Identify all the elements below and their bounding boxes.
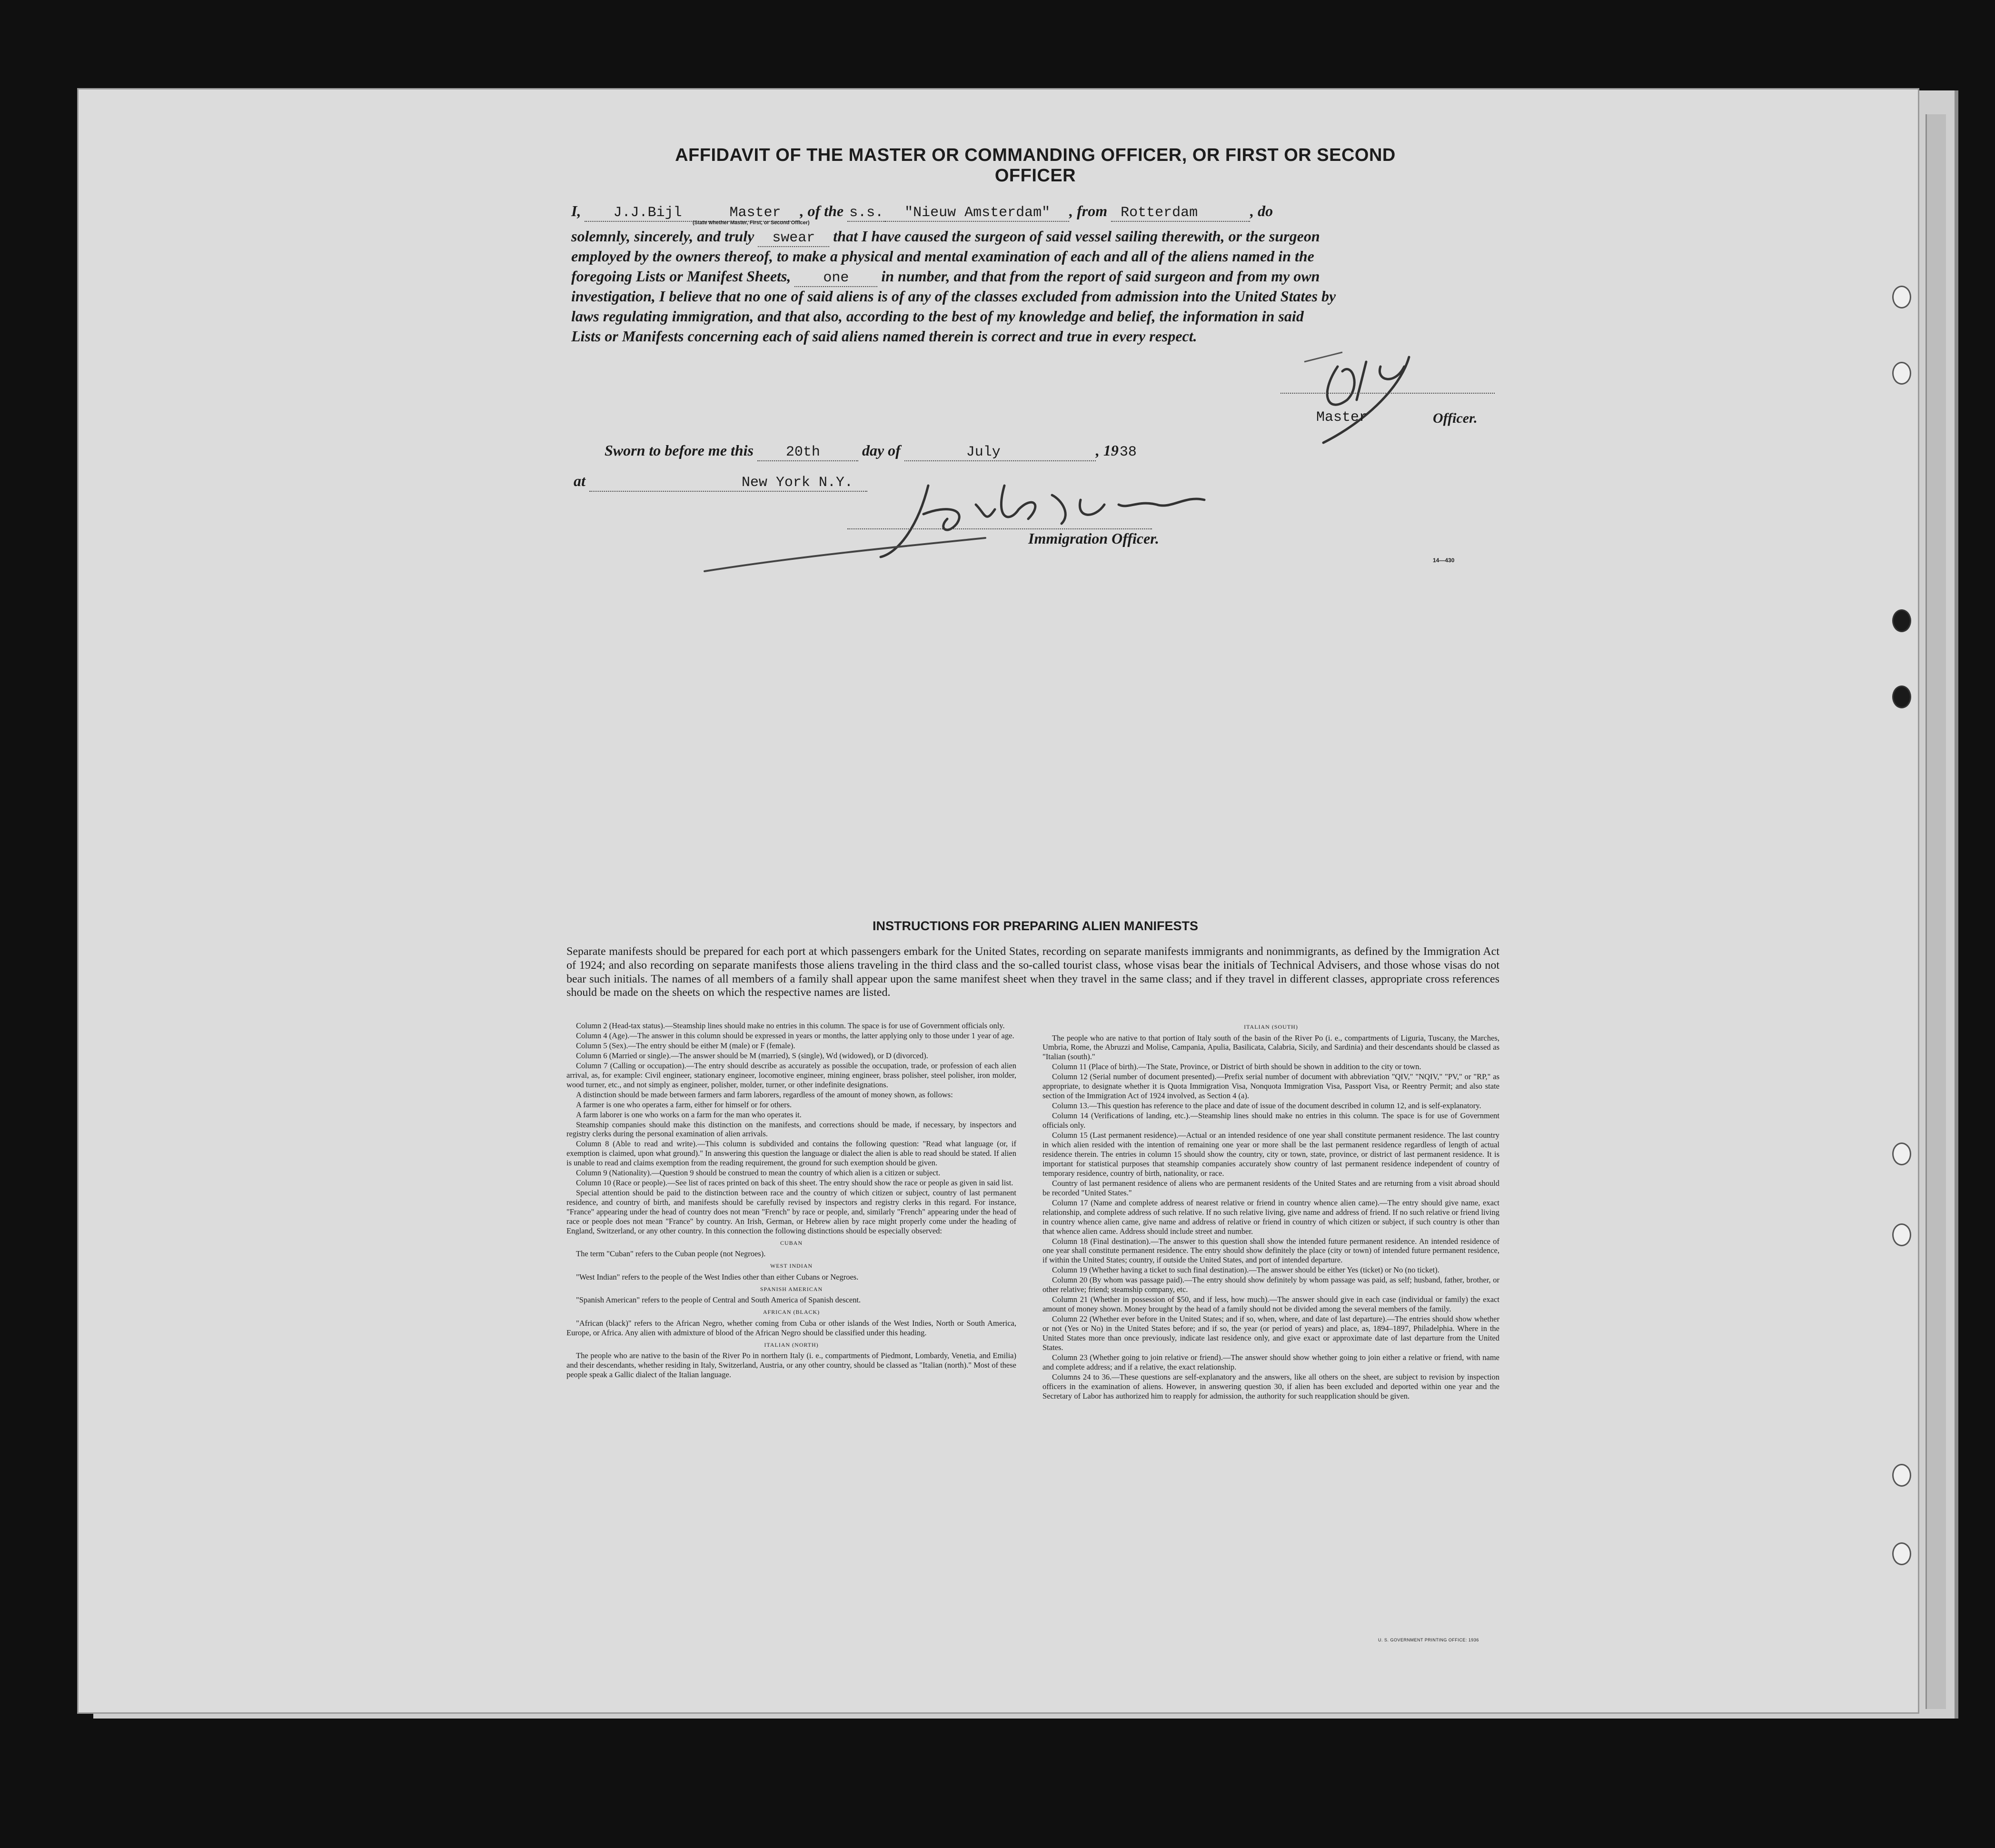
binder-hole [1892, 362, 1911, 385]
instruction-paragraph: Column 21 (Whether in possession of $50, and if less, how much).—The answer should give in each case (individual or family) the exact amount of money shown. Money brought by the head of a family should not be divided among the several members of the family. [1042, 1295, 1499, 1314]
italian-north-heading: ITALIAN (NORTH) [764, 1341, 819, 1348]
port-name: Rotterdam [1111, 205, 1250, 222]
affidavit-title: AFFIDAVIT OF THE MASTER OR COMMANDING OFFICER, OR FIRST OR SECOND OFFICER [675, 145, 1396, 186]
affidavit-line-6: laws regulating immigration, and that also, according to the best of my knowledge and belief, the information in said [571, 308, 1304, 325]
rank-value: Master [710, 205, 800, 222]
instruction-paragraph: The people who are native to that portion of Italy south of the basin of the River Po (i. e., compartments of Liguria, Tuscany, the Marches, Umbria, Rome, the Abruzzi and Molise, Campania, Apulia, Basilicata, Calabria, Sicily, and Sardinia) and their descendants should be classed as "Italian (south)." [1042, 1033, 1499, 1062]
instruction-paragraph: Special attention should be paid to the distinction between race and the country of which citizen or subject, country of last permanent residence, and country of birth, and manifests should be carefully revised by inspectors and registry clerks in this regard. For instance, "France" appearing under the head of country does not mean "French" by race or people, and, similarly "French" appearing under the head of race or people does not mean "France" by country. An Irish, German, or Hebrew alien by race might properly come under the heading of England, Switzerland, or any other country. In this connection the following distinctions should be especially observed: [566, 1188, 1016, 1236]
instructions-intro: Separate manifests should be prepared for each port at which passengers embark for the United States, recording on separate manifests immigrants and nonimmigrants, as defined by the Immigration Act of 1924; and also recording on separate manifests those aliens traveling in the third class and the so-called tourist class, whose visas bear the initials of Technical Advisers, and those whose visas do not bear such initials. The names of all members of a family shall appear upon the same manifest sheet when they travel in the same class; and if they travel in different classes, appropriate cross references should be made on the sheets on which the respective names are listed. [566, 945, 1499, 999]
instruction-paragraph: Column 22 (Whether ever before in the United States; and if so, when, where, and date of last departure).—The entries should show whether or not (Yes or No) in the United States before; and if so, the year (or period of years) and place, as, 1894–1897, Philadelphia. Where in the United States more than once previously, indicate last residence only, and give exact or approximate date of last departure from the United States. [1042, 1314, 1499, 1352]
binder-hole [1892, 1464, 1911, 1487]
affidavit-line-5: investigation, I believe that no one of said aliens is of any of the classes excluded from admission into the United States by [571, 288, 1336, 305]
binder-hole [1892, 686, 1911, 708]
instruction-paragraph: Column 8 (Able to read and write).—This column is subdivided and contains the following question: "Read what language (or, if exemption is claimed, upon what ground)." In answering this question the language or dialect the alien is able to read should be stated. If alien is unable to read and claims exemption from the reading requirement, the ground for such exemption should be given. [566, 1139, 1016, 1168]
vessel-name: "Nieuw Amsterdam" [885, 205, 1069, 222]
affidavit-text: in number, and that from the report of said surgeon and from my own [881, 268, 1320, 285]
spanish-american-heading: SPANISH AMERICAN [760, 1285, 823, 1292]
instruction-paragraph: A farmer is one who operates a farm, either for himself or for others. [576, 1100, 792, 1109]
sworn-month: July [904, 444, 1096, 461]
binder-hole [1892, 609, 1911, 632]
instruction-paragraph: Column 23 (Whether going to join relative or friend).—The answer should show whether going to join either a relative or friend, with name and complete address; and if a relative, the exact relationship. [1042, 1352, 1499, 1371]
affidavit-text: foregoing Lists or Manifest Sheets, [571, 268, 791, 285]
sworn-day: 20th [757, 444, 858, 461]
immigration-officer-label: Immigration Officer. [1028, 530, 1159, 547]
west-indian-text: "West Indian" refers to the people of the West Indies other than either Cubans or Negroes. [576, 1272, 859, 1282]
instruction-paragraph: Column 2 (Head-tax status).—Steamship lines should make no entries in this column. The space is for use of Government officials only. [576, 1021, 1005, 1030]
officer-label: Officer. [1433, 410, 1478, 426]
instruction-paragraph: Column 15 (Last permanent residence).—Actual or an intended residence of one year shall constitute permanent residence. The last country in which alien resided with the intention of remaining one year or more shall be the last permanent residence regardless of length of actual residence therein. The entries in column 15 should show the country, city or town, state, province, or district of last permanent residence. It is important for statistical purposes that steamship companies accurately show country of last permanent residence independent of country of temporary residence, country of birth, nationality, or race. [1042, 1131, 1499, 1178]
affidavit-line-1 [571, 202, 1476, 221]
instruction-paragraph: Column 13.—This question has reference to the place and date of issue of the document described in column 12, and is self-explanatory. [1052, 1101, 1481, 1111]
instruction-paragraph: Column 14 (Verifications of landing, etc.).—Steamship lines should make no entries in this column. The space is for use of Government officials only. [1042, 1111, 1499, 1130]
sheet-count: one [794, 270, 877, 287]
affidavit-text: that I have caused the surgeon of said vessel sailing therewith, or the surgeon [833, 228, 1320, 245]
cuban-text: The term "Cuban" refers to the Cuban people (not Negroes). [576, 1249, 766, 1259]
instruction-paragraph: Steamship companies should make this distinction on the manifests, and corrections should be made, if necessary, by inspectors and registry clerks during the personal examination of alien arrivals. [566, 1120, 1016, 1139]
african-text: "African (black)" refers to the African Negro, whether coming from Cuba or other islands of the West Indies, North or South America, Europe, or Africa. Any alien with admixture of blood of the African Negro should be classified under this heading. [566, 1318, 1016, 1337]
sworn-place: New York N.Y. [589, 475, 867, 492]
affidavit-text: solemnly, sincerely, and truly [571, 228, 754, 245]
instruction-paragraph: Column 19 (Whether having a ticket to such final destination).—The answer should be either Yes (ticket) or No (no ticket). [1052, 1265, 1439, 1275]
west-indian-heading: WEST INDIAN [770, 1262, 813, 1270]
of-the-label: , of the [800, 202, 844, 219]
instruction-paragraph: Column 20 (By whom was passage paid).—The entry should show definitely by whom passage was paid, as self; husband, father, brother, or other relative; friend; steamship company, etc. [1042, 1275, 1499, 1294]
instruction-paragraph: Column 18 (Final destination).—The answer to this question shall show the intended future permanent residence. An intended residence of one year shall constitute permanent residence. The entry should show definitely the place (city or town) of intended future permanent residence, if within the United States; country, if outside the United States, and port of intended departure. [1042, 1236, 1499, 1265]
form-number: 14—430 [1433, 557, 1455, 564]
binder-hole [1892, 1143, 1911, 1165]
sworn-year: 38 [1119, 444, 1137, 460]
instructions-left-column [566, 1021, 1016, 1380]
sheet-edge [1926, 114, 1946, 1709]
binder-hole [1892, 1223, 1911, 1246]
instruction-paragraph: Country of last permanent residence of aliens who are permanent residents of the United States and are returning from a visit abroad should be recorded "United States." [1042, 1178, 1499, 1197]
cuban-heading: CUBAN [780, 1239, 803, 1246]
instruction-paragraph: Column 12 (Serial number of document presented).—Prefix serial number of document with abbreviation "QIV," "NQIV," "PV," or "RP," as appropriate, to designate whether it is Quota Immigration Visa, Nonquota Immigration Visa, Passport Visa, or Reentry Permit; and also state section of the Immigration Act of 1924 involved, as Section 4 (a). [1042, 1072, 1499, 1101]
affidavit-prefix: I, [571, 202, 581, 219]
year-prefix: , 19 [1095, 442, 1119, 459]
rank-note: (State whether Master, First, or Second Officer) [693, 220, 810, 226]
affidavit-line-4 [571, 268, 1476, 286]
binder-hole [1892, 286, 1911, 308]
master-name: J.J.Bijl [585, 205, 710, 222]
african-heading: AFRICAN (BLACK) [763, 1309, 820, 1316]
spanish-american-text: "Spanish American" refers to the people of Central and South America of Spanish descent. [576, 1295, 861, 1305]
instruction-paragraph: Column 10 (Race or people).—See list of races printed on back of this sheet. The entry should show the race or people as given in said list. [576, 1178, 1013, 1188]
immigration-officer-signature [700, 457, 1271, 581]
instruction-paragraph: Column 4 (Age).—The answer in this column should be expressed in years or months, the latter applying only to those under 1 year of age. [576, 1031, 1014, 1040]
signature-line [1280, 393, 1495, 394]
instruction-paragraph: Column 6 (Married or single).—The answer should be M (married), S (single), Wd (widowed), or D (divorced). [576, 1051, 928, 1060]
affidavit-line-7: Lists or Manifests concerning each of said aliens named therein is correct and true in every respect. [571, 328, 1197, 345]
sworn-label: Sworn to before me this [605, 442, 754, 459]
instruction-paragraph: Column 17 (Name and complete address of nearest relative or friend in country whence alien came).—The entry should give name, exact relationship, and complete address of such relative. If no such relative living, give name and address of friend. If no such relative or friend living in country whence alien came, give name and address of relative or friend in country of which citizen or subject, if such country is other than that whence alien came. Address should include street and number. [1042, 1198, 1499, 1236]
instructions-right-column [1042, 1023, 1499, 1401]
signature-title: Master [1316, 409, 1368, 426]
affidavit-line-3: employed by the owners thereof, to make a physical and mental examination of each and all of the aliens named in the [571, 248, 1314, 265]
instruction-paragraph: Column 5 (Sex).—The entry should be either M (male) or F (female). [576, 1041, 795, 1050]
instructions-title: INSTRUCTIONS FOR PREPARING ALIEN MANIFESTS [872, 919, 1199, 933]
do-label: , do [1250, 202, 1273, 219]
from-label: , from [1069, 202, 1108, 219]
italian-north-text: The people who are native to the basin of the River Po in northern Italy (i. e., compartments of Piedmont, Lombardy, Venetia, and Emilia) and their descendants, whether residing in Italy, Switzerland, Austria, or any other country, should be classed as "Italian (north)." Most of these people speak a Gallic dialect of the Italian language. [566, 1351, 1016, 1380]
printing-office-note: U. S. GOVERNMENT PRINTING OFFICE: 1936 [1378, 1638, 1479, 1642]
instruction-paragraph: A distinction should be made between farmers and farm laborers, regardless of the amount of money shown, as follows: [576, 1090, 953, 1099]
instruction-paragraph: Column 9 (Nationality).—Question 9 should be construed to mean the country of which alien is a citizen or subject. [576, 1168, 941, 1178]
oath-word: swear [758, 230, 829, 247]
instruction-paragraph: A farm laborer is one who works on a farm for the man who operates it. [576, 1110, 802, 1119]
immigration-officer-line [847, 528, 1152, 529]
instruction-paragraph: Column 7 (Calling or occupation).—The entry should describe as accurately as possible the occupation, trade, or profession of each alien arrival, as, for example: Civil engineer, stationary engineer, locomotive engineer, mining engineer, brass polisher, steel polisher, iron molder, wood turner, etc., and not simply as engineer, polisher, molder, turner, or other indefinite designations. [566, 1061, 1016, 1089]
vessel-prefix: s.s. [847, 205, 885, 222]
master-signature [1285, 333, 1476, 447]
italian-south-heading: ITALIAN (SOUTH) [1244, 1023, 1298, 1030]
binder-hole [1892, 1542, 1911, 1565]
day-of-label: day of [862, 442, 901, 459]
instruction-paragraph: Columns 24 to 36.—These questions are self-explanatory and the answers, like all others on the sheet, are subject to revision by inspection officers in the examination of aliens. However, in answering question 30, if alien has been excluded and deported within one year and the Secretary of Labor has authorized him to reapply for admission, the authority for such reapplication should be given. [1042, 1372, 1499, 1401]
affidavit-line-2 [571, 228, 1476, 246]
instruction-paragraph: Column 11 (Place of birth).—The State, Province, or District of birth should be shown in addition to the city or town. [1052, 1062, 1421, 1072]
at-label: at [574, 472, 586, 489]
